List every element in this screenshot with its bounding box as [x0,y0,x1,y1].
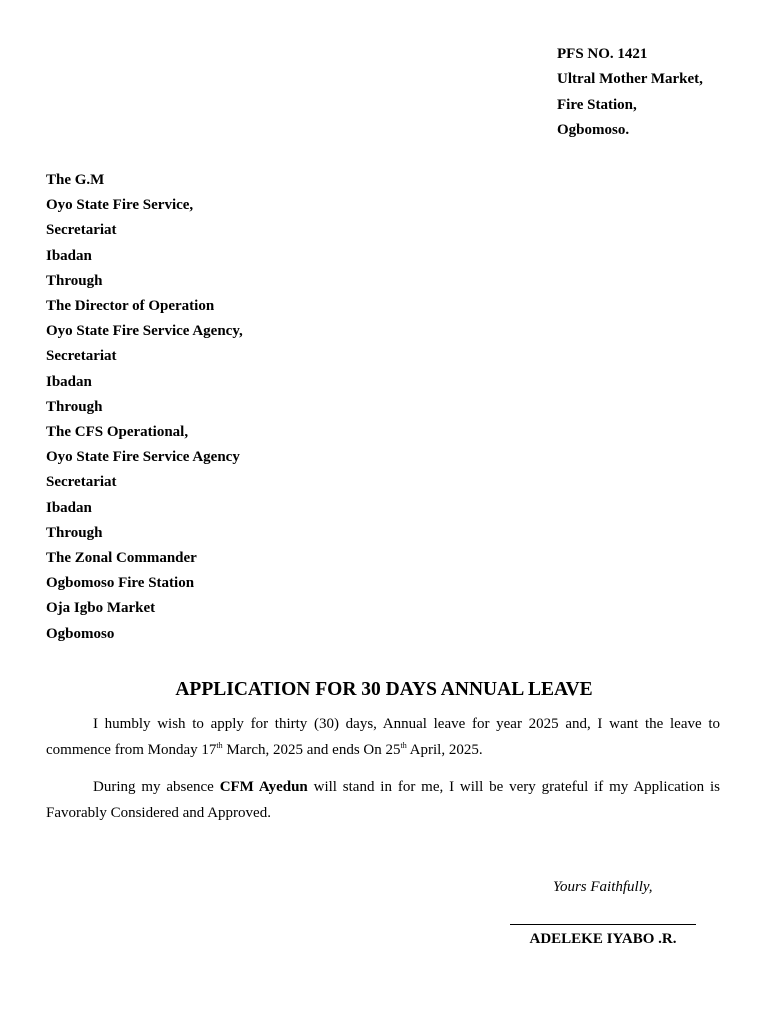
recipient-address-line: The Director of Operation [46,298,215,315]
sender-address-line: PFS NO. 1421 [557,46,648,62]
recipient-address-line: Oyo State Fire Service, [46,197,194,214]
signature-line [510,924,696,925]
recipient-address-line: Secretariat [46,348,117,365]
recipient-address-line: Ibadan [46,373,92,390]
recipient-address-line: Oja Igbo Market [46,600,156,617]
recipient-address-line: Through [46,272,103,289]
paragraph-text: During my absence [93,779,220,795]
recipient-address-line: Ibadan [46,247,92,264]
body-paragraph-2 [46,775,720,826]
recipient-address-line: The G.M [46,172,105,188]
paragraph-text: March, 2025 and ends On 25 [222,741,401,758]
recipient-address-line: Through [46,398,103,415]
ordinal-suffix: th [400,740,407,750]
recipient-address-line: The CFS Operational, [46,424,189,441]
recipient-address-line: Through [46,524,103,541]
recipient-address [46,168,243,647]
recipient-address-line: Ogbomoso Fire Station [46,575,195,592]
closing-salutation: Yours Faithfully, [553,879,653,895]
sender-address-line: Fire Station, [557,96,637,113]
sender-address-line: Ultral Mother Market, [557,71,703,88]
body-paragraph-1 [46,712,720,763]
recipient-address-line: Secretariat [46,474,117,491]
letter-title: APPLICATION FOR 30 DAYS ANNUAL LEAVE [175,679,593,700]
recipient-address-line: Ogbomoso [46,625,115,642]
stand-in-name: CFM Ayedun [219,779,308,795]
sender-address-line: Ogbomoso. [557,121,630,138]
paragraph-text: April, 2025. [406,741,483,758]
recipient-address-line: Secretariat [46,222,117,239]
sender-address [557,42,703,143]
recipient-address-line: Oyo State Fire Service Agency [46,449,240,466]
ordinal-suffix: th [216,740,223,750]
signatory-name: ADELEKE IYABO .R. [529,931,677,947]
recipient-address-line: The Zonal Commander [46,550,197,567]
paragraph-text: will stand in for me, I will be very grateful if my Application is Favorably Considered and Approved. [46,779,720,821]
paragraph-text: I humbly wish to apply for thirty (30) days, Annual leave for year 2025 and, I want the leave to commence from Monday 17 [46,716,720,758]
recipient-address-line: Ibadan [46,499,92,516]
recipient-address-line: Oyo State Fire Service Agency, [46,323,243,340]
